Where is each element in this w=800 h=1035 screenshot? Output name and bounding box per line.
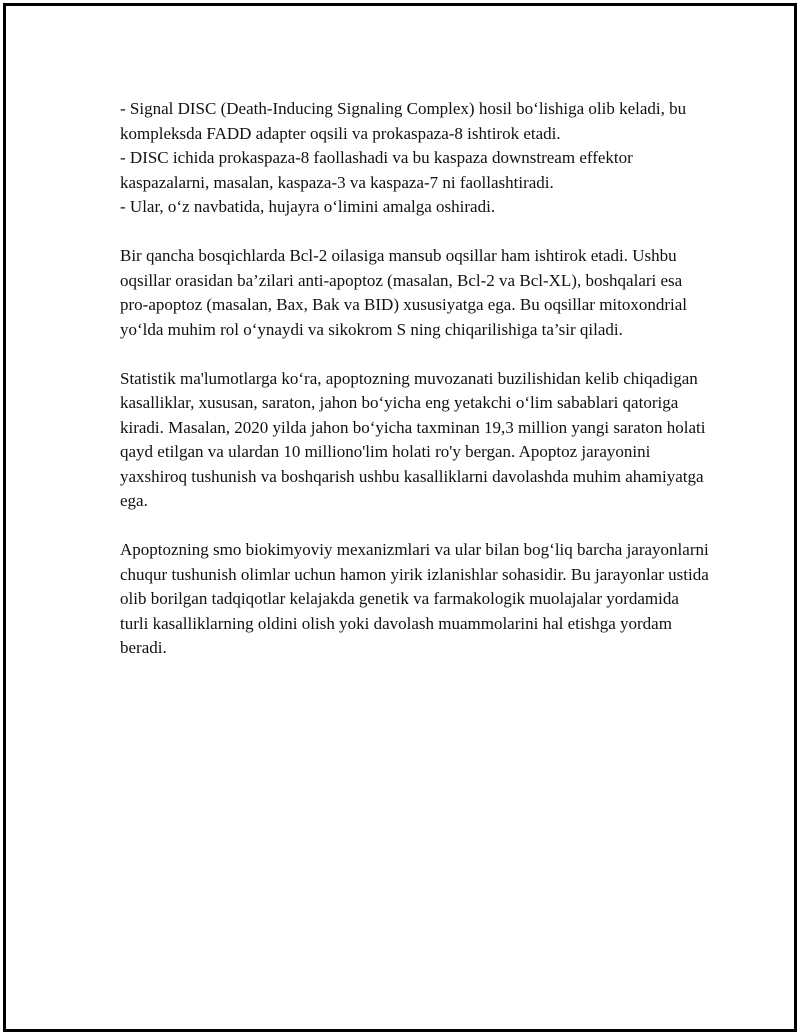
paragraph-conclusion: [120, 538, 710, 661]
paragraph-statistics: [120, 367, 710, 514]
bullet-item: - Ular, o‘z navbatida, hujayra o‘limini amalga oshiradi.: [120, 197, 496, 216]
paragraph-text: Statistik ma'lumotlarga ko‘ra, apoptozning muvozanati buzilishidan kelib chiqadigan kasalliklar, xususan, saraton, jahon bo‘yicha eng yetakchi o‘lim sabablari qatoriga kiradi. Masalan, 2020 yilda jahon bo‘yicha taxminan 19,3 million yangi saraton holati qayd etilgan va ulardan 10 milliono'lim holati ro'y bergan. Apoptoz jarayonini yaxshiroq tushunish va boshqarish ushbu kasalliklarni davolashda muhim ahamiyatga ega.: [120, 368, 706, 510]
paragraph-text: Apoptozning smo biokimyoviy mexanizmlari va ular bilan bog‘liq barcha jarayonlarni chuqur tushunish olimlar uchun hamon yirik izlanishlar sohasidir. Bu jarayonlar ustida olib borilgan tadqiqotlar kelajakda genetik va farmakologik muolajalar yordamida turli kasalliklarning oldini olish yoki davolash muammolarini hal etishga yordam beradi.: [120, 540, 709, 657]
page-frame: [3, 3, 797, 1032]
document-body: [120, 97, 710, 661]
bullet-item: - Signal DISC (Death-Inducing Signaling Complex) hosil bo‘lishiga olib keladi, bu kompleksda FADD adapter oqsili va prokaspaza-8 ishtirok etadi.: [120, 99, 687, 143]
bullet-list: [120, 97, 710, 220]
bullet-item: - DISC ichida prokaspaza-8 faollashadi va bu kaspaza downstream effektor kaspazalarni, masalan, kaspaza-3 va kaspaza-7 ni faollashtiradi.: [120, 148, 633, 192]
paragraph-text: Bir qancha bosqichlarda Bcl-2 oilasiga mansub oqsillar ham ishtirok etadi. Ushbu oqsillar orasidan ba’zilari anti-apoptoz (masalan, Bcl-2 va Bcl-XL), boshqalari esa pro-apoptoz (masalan, Bax, Bak va BID) xususiyatga ega. Bu oqsillar mitoxondrial yo‘lda muhim rol o‘ynaydi va sikokrom S ning chiqarilishiga ta’sir qiladi.: [120, 246, 688, 339]
paragraph-bcl2: [120, 244, 710, 342]
